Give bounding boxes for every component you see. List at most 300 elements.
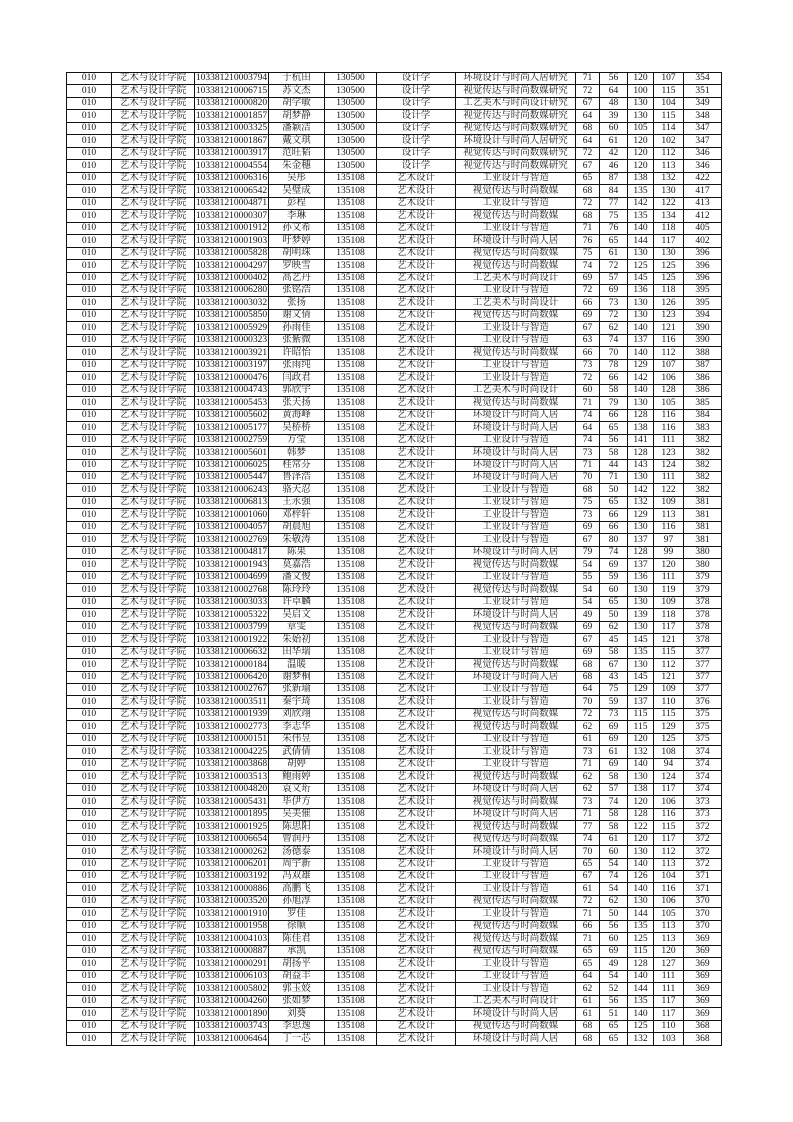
cell-direction: 视觉传达与时尚数媒 bbox=[456, 347, 576, 359]
cell-direction: 工业设计与智造 bbox=[456, 197, 576, 209]
cell-college: 艺术与设计学院 bbox=[112, 995, 195, 1007]
cell-candidate-id: 103381210002773 bbox=[195, 721, 268, 732]
cell-college-code: 010 bbox=[67, 983, 112, 995]
cell-score-1: 74 bbox=[576, 833, 600, 845]
cell-score-4: 122 bbox=[654, 484, 684, 496]
cell-direction: 环境设计与时尚人居 bbox=[456, 783, 576, 795]
cell-direction: 工业设计与智造 bbox=[456, 871, 576, 883]
cell-name: 刘欣翊 bbox=[269, 708, 325, 720]
cell-total: 347 bbox=[684, 135, 722, 147]
cell-score-4: 107 bbox=[654, 359, 684, 371]
table-row bbox=[67, 384, 722, 396]
cell-score-2: 66 bbox=[600, 409, 628, 421]
cell-score-2: 56 bbox=[600, 73, 628, 85]
cell-score-3: 140 bbox=[628, 347, 654, 359]
cell-candidate-id: 103381210003033 bbox=[195, 597, 268, 608]
cell-score-4: 111 bbox=[654, 571, 684, 583]
cell-score-3: 137 bbox=[628, 534, 654, 546]
table-row bbox=[67, 172, 722, 184]
cell-candidate-id: 103381210006025 bbox=[195, 460, 268, 471]
cell-direction: 视觉传达与时尚数媒 bbox=[456, 309, 576, 321]
cell-score-2: 61 bbox=[600, 746, 628, 758]
table-row bbox=[67, 634, 722, 646]
cell-score-2: 39 bbox=[600, 110, 628, 122]
table-row bbox=[67, 484, 722, 496]
table-row bbox=[67, 883, 722, 895]
cell-score-3: 132 bbox=[628, 746, 654, 758]
cell-college-code: 010 bbox=[67, 422, 112, 434]
cell-total: 379 bbox=[684, 571, 722, 583]
cell-college-code: 010 bbox=[67, 546, 112, 558]
cell-direction: 视觉传达与时尚数媒 bbox=[456, 945, 576, 957]
cell-score-4: 109 bbox=[654, 496, 684, 508]
cell-major-code: 135108 bbox=[325, 434, 377, 446]
cell-score-2: 48 bbox=[600, 97, 628, 109]
cell-major: 艺术设计 bbox=[377, 796, 456, 808]
cell-total: 378 bbox=[684, 596, 722, 608]
table-row bbox=[67, 260, 722, 272]
cell-major-code: 130500 bbox=[325, 160, 377, 172]
cell-college-code: 010 bbox=[67, 459, 112, 471]
cell-direction: 视觉传达与时尚数媒研究 bbox=[456, 122, 576, 134]
cell-direction: 环境设计与时尚人居研究 bbox=[456, 73, 576, 85]
cell-college-code: 010 bbox=[67, 397, 112, 409]
cell-candidate-id: 103381210005601 bbox=[195, 447, 268, 458]
cell-score-2: 69 bbox=[600, 284, 628, 296]
cell-score-1: 54 bbox=[576, 584, 600, 596]
cell-score-4: 115 bbox=[654, 85, 684, 97]
cell-total: 374 bbox=[684, 783, 722, 795]
table-row bbox=[67, 584, 722, 596]
cell-score-2: 58 bbox=[600, 646, 628, 658]
cell-score-1: 61 bbox=[576, 883, 600, 895]
cell-total: 371 bbox=[684, 871, 722, 883]
cell-college-code: 010 bbox=[67, 1033, 112, 1045]
cell-name: 张如梦 bbox=[269, 995, 325, 1007]
cell-score-3: 130 bbox=[628, 397, 654, 409]
cell-score-4: 117 bbox=[654, 621, 684, 633]
table-row bbox=[67, 559, 722, 571]
table-row bbox=[67, 284, 722, 296]
cell-score-2: 62 bbox=[600, 621, 628, 633]
cell-candidate-id: 103381210000323 bbox=[195, 335, 268, 346]
cell-direction: 视觉传达与时尚数媒 bbox=[456, 1020, 576, 1032]
cell-direction: 环境设计与时尚人居 bbox=[456, 422, 576, 434]
cell-candidate-id: 103381210006715 bbox=[195, 85, 268, 96]
cell-direction: 环境设计与时尚人居 bbox=[456, 1033, 576, 1045]
cell-candidate-id: 103381210002768 bbox=[195, 584, 268, 595]
cell-major-code: 135108 bbox=[325, 696, 377, 708]
cell-score-4: 111 bbox=[654, 472, 684, 484]
cell-score-1: 69 bbox=[576, 309, 600, 321]
cell-total: 370 bbox=[684, 908, 722, 920]
cell-name: 胡学敏 bbox=[269, 97, 325, 109]
table-row bbox=[67, 197, 722, 209]
cell-major-code: 135108 bbox=[325, 833, 377, 845]
cell-major-code: 135108 bbox=[325, 621, 377, 633]
cell-direction: 工业设计与智造 bbox=[456, 571, 576, 583]
table-row bbox=[67, 472, 722, 484]
table-row bbox=[67, 210, 722, 222]
cell-score-4: 103 bbox=[654, 1033, 684, 1045]
cell-major-code: 135108 bbox=[325, 733, 377, 745]
table-row bbox=[67, 746, 722, 758]
cell-score-4: 124 bbox=[654, 459, 684, 471]
cell-name: 武倩倩 bbox=[269, 746, 325, 758]
cell-direction: 视觉传达与时尚数媒 bbox=[456, 210, 576, 222]
cell-total: 369 bbox=[684, 958, 722, 970]
cell-name: 张天扬 bbox=[269, 397, 325, 409]
cell-candidate-id: 103381210005802 bbox=[195, 983, 268, 994]
cell-direction: 视觉传达与时尚数媒研究 bbox=[456, 160, 576, 172]
cell-candidate-id: 103381210006103 bbox=[195, 971, 268, 982]
cell-direction: 工业设计与智造 bbox=[456, 958, 576, 970]
cell-college-code: 010 bbox=[67, 920, 112, 932]
cell-total: 382 bbox=[684, 484, 722, 496]
cell-major-code: 135108 bbox=[325, 372, 377, 384]
cell-college: 艺术与设计学院 bbox=[112, 372, 195, 384]
cell-direction: 环境设计与时尚人居 bbox=[456, 846, 576, 858]
cell-score-4: 119 bbox=[654, 584, 684, 596]
cell-score-2: 57 bbox=[600, 272, 628, 284]
cell-score-2: 54 bbox=[600, 970, 628, 982]
cell-score-2: 56 bbox=[600, 920, 628, 932]
cell-college: 艺术与设计学院 bbox=[112, 783, 195, 795]
cell-score-3: 105 bbox=[628, 122, 654, 134]
cell-college-code: 010 bbox=[67, 821, 112, 833]
cell-score-3: 120 bbox=[628, 733, 654, 745]
cell-name: 戴文琪 bbox=[269, 135, 325, 147]
cell-score-2: 61 bbox=[600, 833, 628, 845]
cell-major: 设计学 bbox=[377, 147, 456, 159]
cell-direction: 工业设计与智造 bbox=[456, 521, 576, 533]
cell-college: 艺术与设计学院 bbox=[112, 671, 195, 683]
cell-score-2: 50 bbox=[600, 609, 628, 621]
cell-score-3: 135 bbox=[628, 646, 654, 658]
cell-score-4: 122 bbox=[654, 197, 684, 209]
cell-score-2: 66 bbox=[600, 372, 628, 384]
cell-major: 艺术设计 bbox=[377, 297, 456, 309]
cell-score-3: 115 bbox=[628, 708, 654, 720]
cell-college-code: 010 bbox=[67, 210, 112, 222]
cell-score-2: 69 bbox=[600, 721, 628, 733]
cell-score-2: 71 bbox=[600, 472, 628, 484]
cell-college-code: 010 bbox=[67, 472, 112, 484]
cell-score-1: 71 bbox=[576, 758, 600, 770]
cell-direction: 视觉传达与时尚数媒 bbox=[456, 821, 576, 833]
cell-college: 艺术与设计学院 bbox=[112, 609, 195, 621]
cell-candidate-id: 103381210006243 bbox=[195, 484, 268, 495]
cell-college: 艺术与设计学院 bbox=[112, 147, 195, 159]
cell-score-1: 69 bbox=[576, 621, 600, 633]
cell-name: 吴桥桥 bbox=[269, 422, 325, 434]
cell-major: 设计学 bbox=[377, 73, 456, 85]
cell-score-3: 145 bbox=[628, 671, 654, 683]
cell-college-code: 010 bbox=[67, 609, 112, 621]
cell-name: 谢梦桐 bbox=[269, 671, 325, 683]
cell-major-code: 135108 bbox=[325, 671, 377, 683]
cell-score-4: 111 bbox=[654, 983, 684, 995]
cell-direction: 视觉传达与时尚数媒 bbox=[456, 771, 576, 783]
cell-major: 艺术设计 bbox=[377, 746, 456, 758]
cell-score-3: 130 bbox=[628, 895, 654, 907]
cell-college: 艺术与设计学院 bbox=[112, 434, 195, 446]
cell-score-2: 73 bbox=[600, 297, 628, 309]
cell-major-code: 135108 bbox=[325, 783, 377, 795]
cell-score-4: 129 bbox=[654, 721, 684, 733]
cell-major: 艺术设计 bbox=[377, 172, 456, 184]
cell-name: 郭玉姣 bbox=[269, 983, 325, 995]
cell-major: 设计学 bbox=[377, 135, 456, 147]
table-row bbox=[67, 758, 722, 770]
cell-major-code: 135108 bbox=[325, 397, 377, 409]
cell-major-code: 135108 bbox=[325, 235, 377, 247]
cell-score-2: 69 bbox=[600, 733, 628, 745]
cell-score-4: 108 bbox=[654, 746, 684, 758]
table-row bbox=[67, 247, 722, 259]
cell-name: 朱金穗 bbox=[269, 160, 325, 172]
cell-name: 王永强 bbox=[269, 496, 325, 508]
cell-major-code: 135108 bbox=[325, 509, 377, 521]
cell-candidate-id: 103381210003917 bbox=[195, 148, 268, 159]
cell-score-3: 135 bbox=[628, 210, 654, 222]
cell-college: 艺术与设计学院 bbox=[112, 708, 195, 720]
cell-name: 张雨纯 bbox=[269, 359, 325, 371]
cell-score-2: 52 bbox=[600, 983, 628, 995]
table-row bbox=[67, 821, 722, 833]
cell-candidate-id: 103381210001890 bbox=[195, 1008, 268, 1019]
cell-college-code: 010 bbox=[67, 559, 112, 571]
cell-total: 382 bbox=[684, 459, 722, 471]
cell-college: 艺术与设计学院 bbox=[112, 833, 195, 845]
cell-direction: 视觉传达与时尚数媒 bbox=[456, 621, 576, 633]
cell-score-1: 68 bbox=[576, 1020, 600, 1032]
cell-score-1: 64 bbox=[576, 683, 600, 695]
cell-college: 艺术与设计学院 bbox=[112, 821, 195, 833]
cell-name: 毕伊方 bbox=[269, 796, 325, 808]
cell-major-code: 135108 bbox=[325, 334, 377, 346]
cell-college: 艺术与设计学院 bbox=[112, 272, 195, 284]
cell-score-4: 117 bbox=[654, 783, 684, 795]
cell-college: 艺术与设计学院 bbox=[112, 422, 195, 434]
cell-direction: 环境设计与时尚人居 bbox=[456, 808, 576, 820]
cell-major: 艺术设计 bbox=[377, 247, 456, 259]
cell-college: 艺术与设计学院 bbox=[112, 322, 195, 334]
cell-major: 艺术设计 bbox=[377, 484, 456, 496]
cell-total: 377 bbox=[684, 646, 722, 658]
cell-score-4: 104 bbox=[654, 871, 684, 883]
cell-direction: 工业设计与智造 bbox=[456, 858, 576, 870]
cell-major-code: 135108 bbox=[325, 746, 377, 758]
cell-college: 艺术与设计学院 bbox=[112, 284, 195, 296]
table-row bbox=[67, 422, 722, 434]
cell-college-code: 010 bbox=[67, 796, 112, 808]
cell-major: 艺术设计 bbox=[377, 521, 456, 533]
cell-major-code: 135108 bbox=[325, 546, 377, 558]
cell-college: 艺术与设计学院 bbox=[112, 160, 195, 172]
cell-major: 设计学 bbox=[377, 110, 456, 122]
cell-college: 艺术与设计学院 bbox=[112, 571, 195, 583]
cell-total: 369 bbox=[684, 945, 722, 957]
cell-score-1: 73 bbox=[576, 509, 600, 521]
cell-score-2: 58 bbox=[600, 447, 628, 459]
table-row bbox=[67, 871, 722, 883]
table-row bbox=[67, 609, 722, 621]
table-row bbox=[67, 945, 722, 957]
cell-major: 艺术设计 bbox=[377, 958, 456, 970]
cell-name: 黄海峰 bbox=[269, 409, 325, 421]
cell-total: 379 bbox=[684, 584, 722, 596]
cell-score-1: 65 bbox=[576, 172, 600, 184]
cell-score-3: 140 bbox=[628, 1008, 654, 1020]
cell-total: 402 bbox=[684, 235, 722, 247]
cell-major: 艺术设计 bbox=[377, 372, 456, 384]
cell-score-3: 140 bbox=[628, 322, 654, 334]
cell-college: 艺术与设计学院 bbox=[112, 235, 195, 247]
cell-college: 艺术与设计学院 bbox=[112, 484, 195, 496]
cell-score-3: 130 bbox=[628, 297, 654, 309]
cell-candidate-id: 103381210005828 bbox=[195, 248, 268, 259]
cell-candidate-id: 103381210002767 bbox=[195, 684, 268, 695]
cell-score-2: 66 bbox=[600, 521, 628, 533]
cell-score-3: 136 bbox=[628, 284, 654, 296]
cell-candidate-id: 103381210001912 bbox=[195, 223, 268, 234]
cell-college-code: 010 bbox=[67, 260, 112, 272]
cell-score-2: 77 bbox=[600, 197, 628, 209]
cell-score-1: 73 bbox=[576, 359, 600, 371]
cell-college-code: 010 bbox=[67, 247, 112, 259]
cell-total: 396 bbox=[684, 260, 722, 272]
cell-score-3: 142 bbox=[628, 484, 654, 496]
cell-score-1: 75 bbox=[576, 247, 600, 259]
cell-score-1: 68 bbox=[576, 185, 600, 197]
cell-major-code: 135108 bbox=[325, 945, 377, 957]
cell-score-2: 75 bbox=[600, 210, 628, 222]
cell-college-code: 010 bbox=[67, 73, 112, 85]
cell-candidate-id: 103381210001857 bbox=[195, 110, 268, 121]
cell-score-2: 78 bbox=[600, 359, 628, 371]
cell-college-code: 010 bbox=[67, 97, 112, 109]
table-row bbox=[67, 846, 722, 858]
cell-college: 艺术与设计学院 bbox=[112, 409, 195, 421]
cell-direction: 视觉传达与时尚数媒 bbox=[456, 659, 576, 671]
cell-name: 谢文倩 bbox=[269, 309, 325, 321]
cell-score-4: 113 bbox=[654, 920, 684, 932]
cell-college: 艺术与设计学院 bbox=[112, 659, 195, 671]
cell-college: 艺术与设计学院 bbox=[112, 746, 195, 758]
cell-candidate-id: 103381210006420 bbox=[195, 671, 268, 682]
cell-score-4: 113 bbox=[654, 509, 684, 521]
cell-score-2: 65 bbox=[600, 1033, 628, 1045]
cell-score-2: 58 bbox=[600, 771, 628, 783]
cell-major-code: 135108 bbox=[325, 796, 377, 808]
cell-major-code: 135108 bbox=[325, 758, 377, 770]
cell-score-1: 66 bbox=[576, 347, 600, 359]
table-row bbox=[67, 334, 722, 346]
cell-total: 380 bbox=[684, 559, 722, 571]
table-row bbox=[67, 73, 722, 85]
cell-major-code: 135108 bbox=[325, 322, 377, 334]
cell-college-code: 010 bbox=[67, 970, 112, 982]
cell-college: 艺术与设计学院 bbox=[112, 97, 195, 109]
cell-major: 艺术设计 bbox=[377, 260, 456, 272]
cell-score-3: 120 bbox=[628, 73, 654, 85]
cell-major: 艺术设计 bbox=[377, 883, 456, 895]
cell-direction: 环境设计与时尚人居 bbox=[456, 459, 576, 471]
cell-candidate-id: 103381210005322 bbox=[195, 609, 268, 620]
cell-score-4: 121 bbox=[654, 634, 684, 646]
cell-total: 396 bbox=[684, 247, 722, 259]
cell-college-code: 010 bbox=[67, 85, 112, 97]
table-row bbox=[67, 895, 722, 907]
table-row bbox=[67, 671, 722, 683]
cell-major-code: 135108 bbox=[325, 708, 377, 720]
cell-score-2: 67 bbox=[600, 659, 628, 671]
cell-direction: 工业设计与智造 bbox=[456, 334, 576, 346]
cell-major-code: 135108 bbox=[325, 559, 377, 571]
cell-candidate-id: 103381210005850 bbox=[195, 310, 268, 321]
cell-major-code: 135108 bbox=[325, 958, 377, 970]
cell-score-4: 105 bbox=[654, 908, 684, 920]
cell-direction: 工艺美术与时尚设计 bbox=[456, 272, 576, 284]
cell-major-code: 135108 bbox=[325, 634, 377, 646]
cell-college: 艺术与设计学院 bbox=[112, 933, 195, 945]
cell-score-1: 67 bbox=[576, 534, 600, 546]
cell-total: 372 bbox=[684, 833, 722, 845]
cell-college-code: 010 bbox=[67, 235, 112, 247]
cell-major-code: 135108 bbox=[325, 596, 377, 608]
cell-score-2: 84 bbox=[600, 185, 628, 197]
cell-name: 孙文希 bbox=[269, 222, 325, 234]
table-row bbox=[67, 185, 722, 197]
cell-name: 张铭浩 bbox=[269, 284, 325, 296]
cell-name: 鲍雨婷 bbox=[269, 771, 325, 783]
cell-name: 潘文俊 bbox=[269, 571, 325, 583]
cell-score-1: 67 bbox=[576, 322, 600, 334]
cell-score-3: 130 bbox=[628, 621, 654, 633]
cell-major: 艺术设计 bbox=[377, 808, 456, 820]
cell-score-3: 130 bbox=[628, 110, 654, 122]
cell-total: 348 bbox=[684, 110, 722, 122]
cell-direction: 视觉传达与时尚数媒 bbox=[456, 584, 576, 596]
cell-score-3: 142 bbox=[628, 372, 654, 384]
cell-score-4: 123 bbox=[654, 309, 684, 321]
cell-score-1: 67 bbox=[576, 160, 600, 172]
cell-total: 377 bbox=[684, 683, 722, 695]
cell-direction: 工业设计与智造 bbox=[456, 696, 576, 708]
cell-name: 刘葵 bbox=[269, 1008, 325, 1020]
cell-candidate-id: 103381210003325 bbox=[195, 123, 268, 134]
cell-direction: 视觉传达与时尚数媒研究 bbox=[456, 147, 576, 159]
cell-direction: 工艺美术与时尚设计 bbox=[456, 384, 576, 396]
table-row bbox=[67, 521, 722, 533]
cell-score-2: 56 bbox=[600, 995, 628, 1007]
cell-major-code: 135108 bbox=[325, 858, 377, 870]
cell-name: 闫政君 bbox=[269, 372, 325, 384]
table-row bbox=[67, 347, 722, 359]
cell-total: 349 bbox=[684, 97, 722, 109]
cell-score-3: 130 bbox=[628, 659, 654, 671]
cell-college-code: 010 bbox=[67, 160, 112, 172]
cell-score-3: 120 bbox=[628, 160, 654, 172]
cell-total: 374 bbox=[684, 771, 722, 783]
cell-score-4: 120 bbox=[654, 945, 684, 957]
cell-score-1: 73 bbox=[576, 746, 600, 758]
cell-major-code: 135108 bbox=[325, 871, 377, 883]
cell-college-code: 010 bbox=[67, 808, 112, 820]
cell-score-1: 68 bbox=[576, 122, 600, 134]
cell-major-code: 135108 bbox=[325, 272, 377, 284]
